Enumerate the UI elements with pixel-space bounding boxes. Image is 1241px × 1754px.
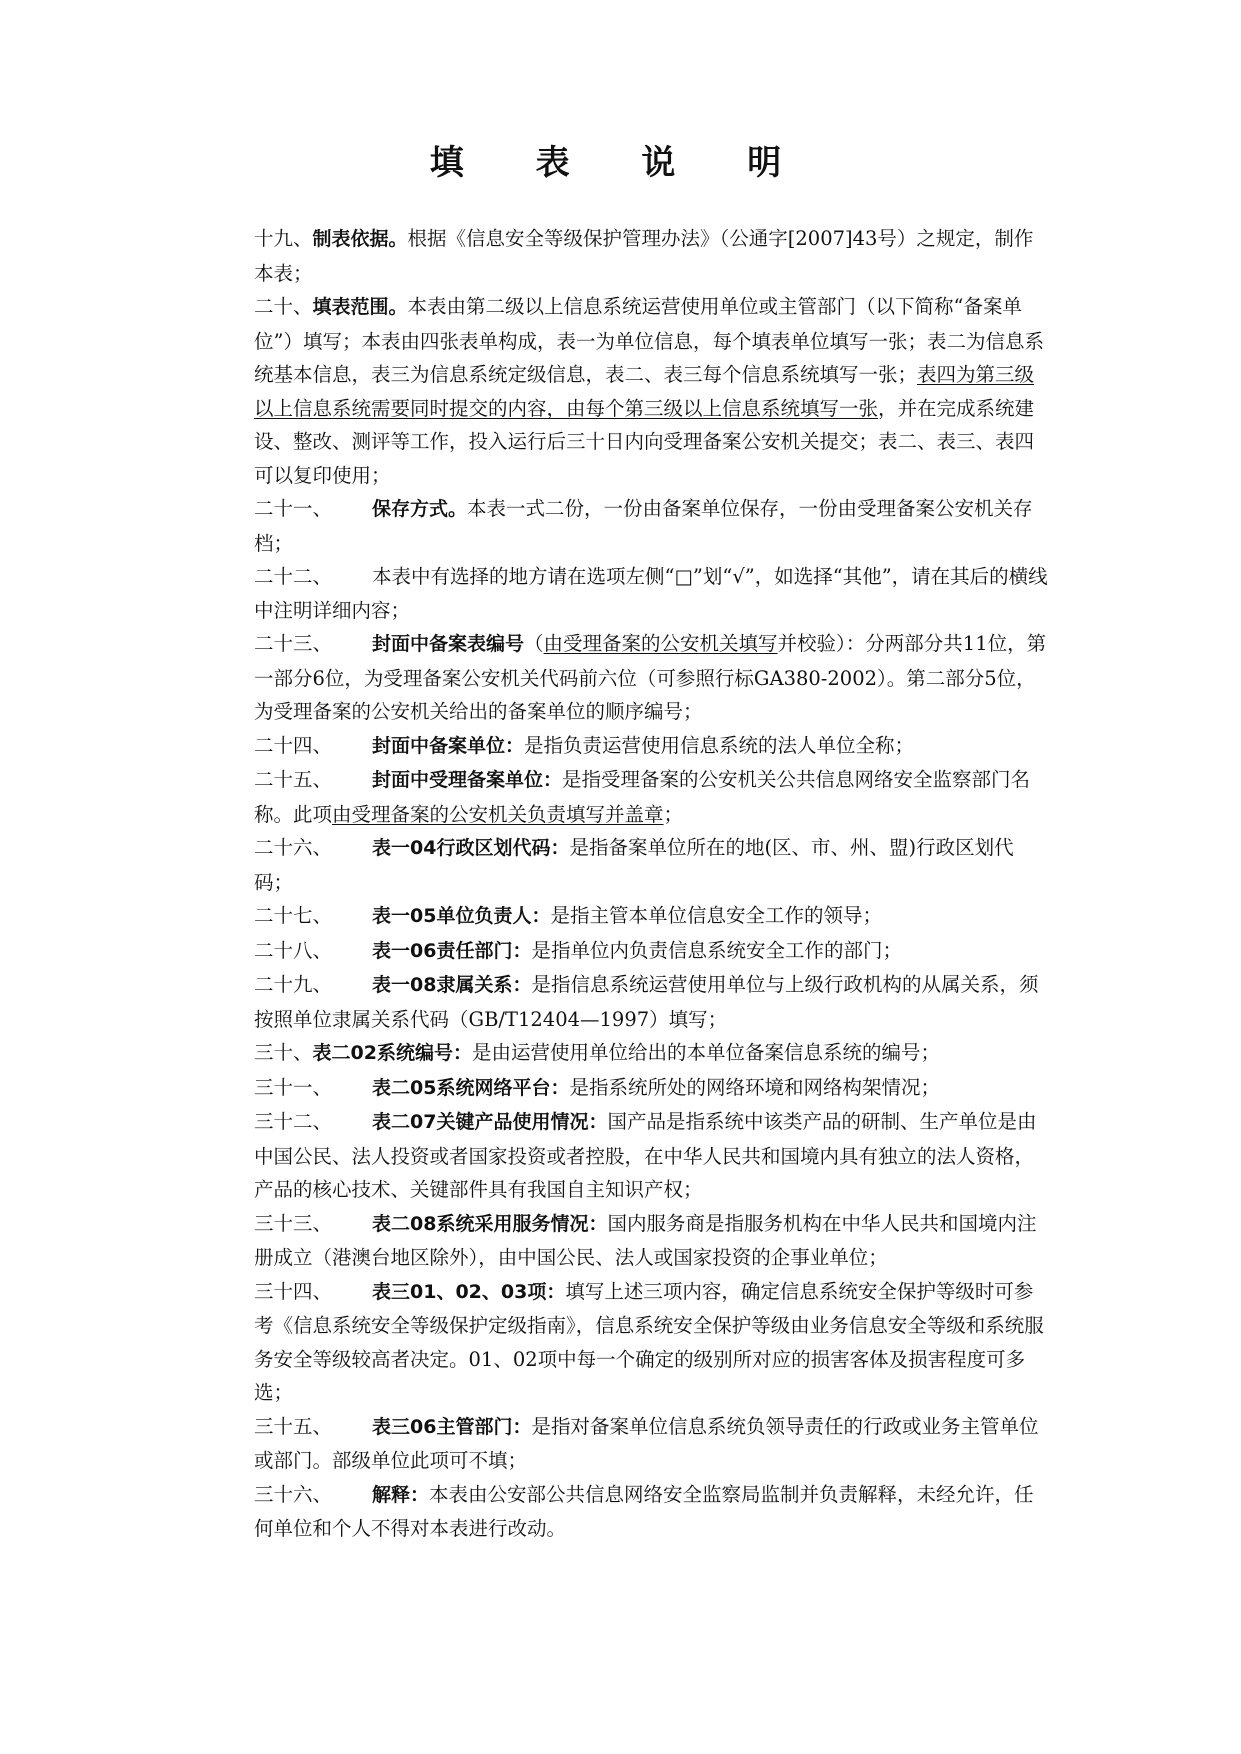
instruction-text	[190, 222, 1050, 290]
instruction-text	[190, 560, 1050, 627]
item-text: 本表一式二份，一份由备案单位保存，一份由受理备案公安机关存档；	[254, 497, 1033, 555]
item-heading: 表二07关键产品使用情况：	[372, 1111, 608, 1133]
item-heading: 表一05单位负责人：	[372, 905, 551, 927]
instruction-item	[190, 968, 1050, 1036]
item-heading: 封面中备案表编号	[372, 633, 525, 655]
instruction-list	[190, 222, 1050, 1546]
instruction-item	[190, 492, 1050, 560]
instruction-text	[190, 831, 1050, 899]
item-number: 三十六、	[254, 1482, 333, 1506]
item-text: ，并在完成系统建设、整改、测评等工作，投入运行后三十日内向受理备案公安机关提交；表二、表三、表四可以复印使用；	[254, 396, 1035, 487]
item-text: 本表中有选择的地方请在选项左侧“□”划“√”，如选择“其他”，请在其后的横线中注明详细内容；	[254, 565, 1048, 622]
item-number: 二十九、	[254, 973, 333, 996]
instruction-item	[190, 1036, 1050, 1071]
item-number: 三十二、	[254, 1110, 333, 1133]
instruction-text	[190, 729, 1050, 764]
item-heading: 表二05系统网络平台：	[372, 1076, 570, 1099]
instruction-text	[190, 934, 1050, 969]
item-number: 三十四、	[254, 1279, 333, 1303]
instruction-text	[190, 1478, 1050, 1546]
instruction-item	[190, 763, 1050, 831]
instruction-text	[190, 1207, 1050, 1275]
item-text: 是指系统所处的网络环境和网络构架情况；	[569, 1075, 940, 1099]
item-text: 填写上述三项内容，确定信息系统安全保护等级时可参考《信息系统安全等级保护定级指南》，信息系统安全保护等级由业务信息安全等级和系统服务安全等级较高者决定。01、02项中每一个确定的级别所对应的损害客体及损害程度可多选；	[254, 1279, 1044, 1404]
item-heading: 封面中受理备案单位：	[372, 769, 563, 791]
item-text: 本表由公安部公共信息网络安全监察局监制并负责解释，未经允许，任何单位和个人不得对本表进行改动。	[254, 1482, 1034, 1540]
item-number: 二十五、	[254, 768, 333, 791]
item-text: 国内服务商是指服务机构在中华人民共和国境内注册成立（港澳台地区除外），由中国公民、法人或国家投资的企事业单位；	[254, 1211, 1037, 1269]
instruction-text	[190, 1071, 1050, 1106]
instruction-item	[190, 934, 1050, 969]
instruction-item	[190, 1207, 1050, 1275]
item-number: 二十七、	[254, 904, 333, 927]
item-number: 十九、	[254, 227, 313, 250]
underlined-text: 表四为第三级以上信息系统需要同时提交的内容，由每个第三级以上信息系统填写一张	[254, 363, 1035, 420]
item-text: 是由运营使用单位给出的本单位备案信息系统的编号；	[471, 1041, 940, 1064]
instruction-item	[190, 1410, 1050, 1478]
item-number: 二十四、	[254, 733, 333, 757]
item-text: 是指单位内负责信息系统安全工作的部门；	[531, 938, 902, 962]
underlined-text: 由受理备案的公安机关填写	[543, 632, 778, 655]
instruction-item	[190, 1478, 1050, 1546]
item-text: 是指受理备案的公安机关公共信息网络安全监察部门名称。此项	[254, 768, 1031, 826]
instruction-item	[190, 560, 1050, 627]
item-text: 是指备案单位所在的地(区、市、州、盟)行政区划代码；	[254, 836, 1014, 894]
item-heading: 解释：	[372, 1483, 430, 1506]
item-number: 二十二、	[254, 565, 333, 588]
item-text: 国产品是指系统中该类产品的研制、生产单位是由中国公民、法人投资或者国家投资或者控股，在中华人民共和国境内具有独立的法人资格，产品的核心技术、关键部件具有我国自主知识产权；	[254, 1110, 1037, 1201]
item-number: 三十三、	[254, 1211, 333, 1235]
item-heading: 表二08系统采用服务情况：	[372, 1212, 608, 1235]
item-text: （	[524, 632, 544, 655]
instruction-item	[190, 290, 1050, 492]
item-number: 三十、	[254, 1041, 313, 1064]
item-text: ；	[663, 802, 684, 826]
instruction-item	[190, 729, 1050, 764]
instruction-text	[190, 1036, 1050, 1071]
instruction-item	[190, 831, 1050, 899]
item-number: 三十五、	[254, 1414, 333, 1438]
item-heading: 填表范围。	[312, 296, 408, 318]
item-text: 并校验）：分两部分共11位，第一部分6位，为受理备案公安机关代码前六位（可参照行标GA380-2002）。第二部分5位，为受理备案的公安机关给出的备案单位的顺序编号；	[254, 632, 1047, 723]
item-text: 是指主管本单位信息安全工作的领导；	[550, 904, 882, 927]
instruction-item	[190, 222, 1050, 290]
item-number: 二十八、	[254, 938, 333, 962]
instruction-text	[190, 492, 1050, 560]
item-heading: 表一08隶属关系：	[372, 974, 532, 996]
item-number: 二十六、	[254, 836, 333, 859]
item-heading: 表三06主管部门：	[372, 1415, 532, 1438]
instruction-item	[190, 899, 1050, 934]
instruction-text	[190, 627, 1050, 729]
item-heading: 封面中备案单位：	[372, 734, 525, 757]
instruction-text	[190, 1410, 1050, 1478]
instruction-item	[190, 1105, 1050, 1207]
instruction-text	[190, 1105, 1050, 1207]
item-heading: 保存方式。	[372, 498, 468, 520]
item-number: 二十一、	[254, 497, 333, 520]
item-text: 根据《信息安全等级保护管理办法》（公通字[2007]43号）之规定，制作本表；	[254, 227, 1034, 285]
item-text: 本表由第二级以上信息系统运营使用单位或主管部门（以下简称“备案单位”）填写；本表由四张表单构成，表一为单位信息，每个填表单位填写一张；表二为信息系统基本信息，表三为信息系统定级信息，表二、表三每个信息系统填写一张；	[254, 295, 1044, 386]
instruction-text	[190, 763, 1050, 831]
item-heading: 制表依据。	[312, 228, 408, 250]
item-number: 二十三、	[254, 632, 333, 655]
underlined-text: 由受理备案的公安机关负责填写并盖章	[332, 802, 664, 826]
instruction-text	[190, 968, 1050, 1036]
item-number: 二十、	[254, 295, 313, 318]
item-heading: 表三01、02、03项：	[372, 1280, 566, 1303]
item-number: 三十一、	[254, 1075, 333, 1099]
item-heading: 表一04行政区划代码：	[372, 837, 570, 859]
item-heading: 表一06责任部门：	[372, 939, 532, 962]
instruction-text	[190, 899, 1050, 934]
item-text: 是指信息系统运营使用单位与上级行政机构的从属关系，须按照单位隶属关系代码（GB/T12404—1997）填写；	[254, 973, 1039, 1031]
instruction-item	[190, 627, 1050, 729]
instruction-text	[190, 1275, 1050, 1410]
page-title: 填 表 说 明	[429, 143, 812, 183]
instruction-text	[190, 290, 1050, 492]
item-heading: 表二02系统编号：	[312, 1042, 472, 1064]
instruction-item	[190, 1071, 1050, 1106]
item-text: 是指对备案单位信息系统负领导责任的行政或业务主管单位或部门。部级单位此项可不填；	[254, 1414, 1039, 1472]
instruction-item	[190, 1275, 1050, 1410]
item-text: 是指负责运营使用信息系统的法人单位全称；	[524, 733, 915, 757]
